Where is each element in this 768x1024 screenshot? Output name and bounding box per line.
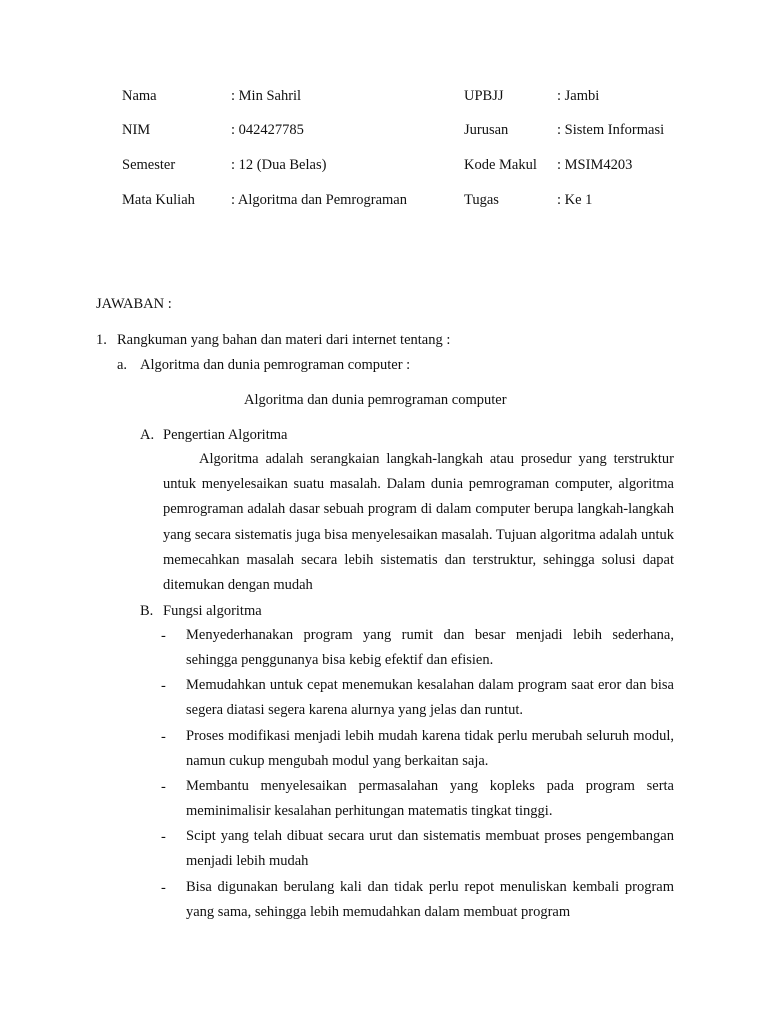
name-value: : Min Sahril — [231, 88, 302, 104]
nim-value: : 042427785 — [231, 122, 304, 138]
section-heading: Fungsi algoritma — [163, 603, 262, 619]
semester-label: Semester — [122, 157, 176, 173]
list-item: Proses modifikasi menjadi lebih mudah karena tidak perlu merubah seluruh modul, namun cukup mengubah modul yang berkaitan saja. — [186, 728, 674, 770]
bullet-dash: - — [161, 628, 166, 644]
mata-kuliah-value: : Algoritma dan Pemrograman — [231, 192, 407, 208]
section-title: Algoritma dan dunia pemrograman computer — [244, 392, 507, 408]
kode-makul-label: Kode Makul — [464, 157, 537, 173]
jurusan-label: Jurusan — [464, 122, 509, 138]
list-item: Scipt yang telah dibuat secara urut dan sistematis membuat proses pengembangan menjadi lebih mudah — [186, 828, 674, 870]
bullet-dash: - — [161, 880, 166, 896]
list-item: Memudahkan untuk cepat menemukan kesalahan dalam program saat eror dan bisa segera diatasi segera karena alurnya yang jelas dan runtut. — [186, 677, 674, 719]
section-letter: B. — [140, 603, 154, 619]
definition-paragraph — [163, 447, 674, 598]
sub-item-text: Algoritma dan dunia pemrograman computer : — [140, 357, 411, 373]
item-text: Rangkuman yang bahan dan materi dari internet tentang : — [117, 332, 451, 348]
sub-item-letter: a. — [117, 357, 128, 373]
jurusan-value: : Sistem Informasi — [557, 122, 665, 138]
list-item: Menyederhanakan program yang rumit dan besar menjadi lebih sederhana, sehingga penggunanya bisa kebig efektif dan efisien. — [186, 627, 674, 669]
list-item: Bisa digunakan berulang kali dan tidak perlu repot menuliskan kembali program yang sama, sehingga lebih memudahkan dalam membuat program — [186, 879, 674, 921]
bullet-dash: - — [161, 779, 166, 795]
item-number: 1. — [96, 332, 107, 348]
nim-label: NIM — [122, 122, 151, 138]
section-letter: A. — [140, 427, 155, 443]
semester-value: : 12 (Dua Belas) — [231, 157, 327, 173]
tugas-label: Tugas — [464, 192, 499, 208]
bullet-dash: - — [161, 678, 166, 694]
list-item: Membantu menyelesaikan permasalahan yang kopleks pada program serta meminimalisir kesalahan perhitungan matematis tingkat tinggi. — [186, 778, 674, 820]
answer-heading: JAWABAN : — [96, 296, 172, 312]
upbjj-value: : Jambi — [557, 88, 600, 104]
tugas-value: : Ke 1 — [557, 192, 593, 208]
section-heading: Pengertian Algoritma — [163, 427, 288, 443]
bullet-dash: - — [161, 729, 166, 745]
bullet-dash: - — [161, 829, 166, 845]
name-label: Nama — [122, 88, 157, 104]
mata-kuliah-label: Mata Kuliah — [122, 192, 195, 208]
upbjj-label: UPBJJ — [464, 88, 504, 104]
definition-text: Algoritma adalah serangkaian langkah-langkah atau prosedur yang terstruktur untuk menyelesaikan suatu masalah. Dalam dunia pemrograman computer, algoritma pemrograman adalah dasar sebuah program di dalam computer berupa langkah-langkah yang secara sistematis juga bisa menyelesaikan masalah. Tujuan algoritma adalah untuk memecahkan masalah secara lebih sistematis dan terstruktur, sehingga solusi dapat ditemukan dengan mudah — [163, 451, 674, 594]
kode-makul-value: : MSIM4203 — [557, 157, 633, 173]
